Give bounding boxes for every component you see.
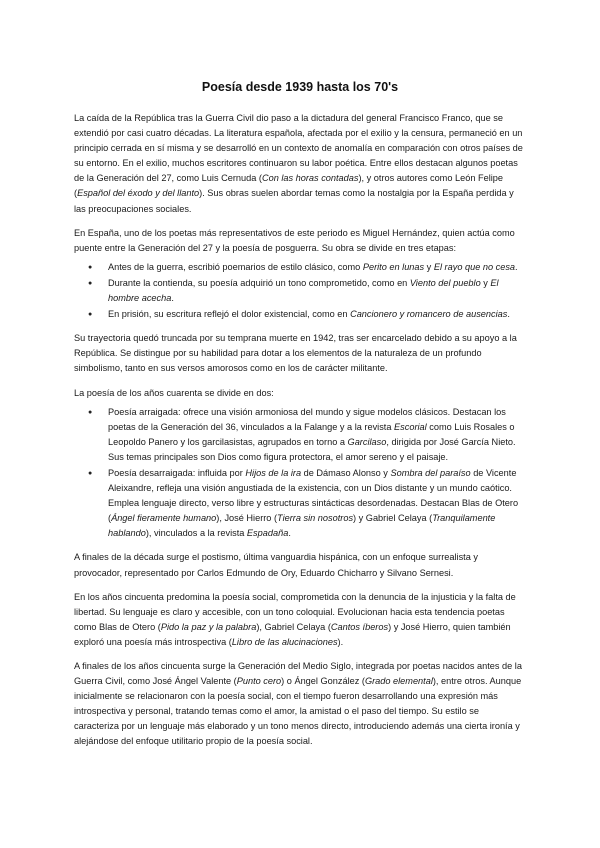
text-run: , dirigida por José García Nieto. Sus temas principales son Dios como figura protectora, el amor sereno y el paisaje. (108, 436, 516, 462)
text-run: . (507, 309, 510, 320)
text-run: Antes de la guerra, escribió poemarios de estilo clásico, como (108, 261, 363, 272)
text-run: La caída de la República tras la Guerra Civil dio paso a la dictadura del general Francisco Franco, que se extendió por casi cuatro décadas. La literatura española, afectada por el exilio y la censura, permaneció en un principio cerrada en sí misma y se desarrolló en un contexto de anomalía en comparación con otros países de su entorno. En el exilio, muchos escritores continuaron su labor poética. Entre ellos destacan algunos poetas de la Generación del 27, como Luis Cernuda ( (74, 113, 523, 184)
text-run: ) y Gabriel Celaya ( (353, 513, 433, 524)
text-run: ) y José Hierro, quien también exploró una poesía más introspectiva ( (74, 621, 511, 647)
text-run: de Vicente Aleixandre, refleja una visión angustiada de la existencia, con un Dios distante y un mundo caótico. Emplea lenguaje directo, verso libre y estructuras sintácticas desordenadas. Destacan Blas de Otero ( (108, 467, 519, 524)
forties-list (74, 405, 526, 542)
text-run: En los años cincuenta predomina la poesía social, comprometida con la denuncia de la injusticia y la falta de libertad. Su lenguaje es claro y accesible, con un tono coloquial. Evolucionan hacia esta tendencia poetas como Blas de Otero ( (74, 591, 516, 632)
magazine-title: Escorial (394, 421, 427, 432)
book-title: Perito en lunas (362, 261, 425, 272)
text-run: ), Gabriel Celaya ( (256, 621, 331, 632)
book-title: El rayo que no cesa (433, 261, 516, 272)
book-title: Punto cero (236, 676, 282, 687)
text-run: Durante la contienda, su poesía adquirió un tono comprometido, como en (108, 277, 410, 288)
list-item (100, 276, 526, 306)
paragraph-hernandez: En España, uno de los poetas más representativos de este periodo es Miguel Hernández, quien actúa como puente entre la Generación del 27 y la poesía de posguerra. Su obra se divide en tres etapas: (74, 227, 515, 253)
paragraph-exile (74, 111, 526, 217)
list-item (100, 307, 526, 322)
text-run: Poesía arraigada: ofrece una visión armoniosa del mundo y sigue modelos clásicos. Destacan los poetas de la Generación del 36, vinculados a la Falange y a la revista (108, 406, 506, 432)
paragraph-forties-intro: La poesía de los años cuarenta se divide en dos: (74, 387, 274, 398)
text-run: . (515, 261, 518, 272)
text-run: ). (337, 636, 344, 647)
text-run: . (171, 293, 174, 304)
list-item (100, 466, 526, 541)
text-run: En prisión, su escritura reflejó el dolor existencial, como en (108, 309, 351, 320)
text-run: como Luis Rosales o Leopoldo Panero y los garcilasistas, agrupados en torno a (108, 421, 515, 447)
text-run: de Dámaso Alonso y (301, 467, 391, 478)
paragraph-postismo: A finales de la década surge el postismo, última vanguardia hispánica, con un enfoque surrealista y provocador, representado por Carlos Edmundo de Ory, Eduardo Chicharro y Silvano Sernesi. (74, 552, 478, 578)
list-item (100, 405, 526, 465)
book-title: Con las horas contadas (261, 173, 359, 184)
book-title: Ángel fieramente humano (111, 513, 217, 524)
book-title: Viento del pueblo (409, 277, 481, 288)
magazine-title: Garcilaso (347, 436, 387, 447)
book-title: Hijos de la ira (245, 467, 302, 478)
text-run: ), vinculados a la revista (145, 528, 247, 539)
book-title: Cantos íberos (330, 621, 389, 632)
book-title: Pido la paz y la palabra (160, 621, 257, 632)
text-run: y (424, 261, 434, 272)
text-run: y (480, 277, 491, 288)
text-run: ), José Hierro ( (216, 513, 278, 524)
book-title: Cancionero y romancero de ausencias (350, 309, 508, 320)
book-title: Sombra del paraíso (390, 467, 471, 478)
book-title: Tierra sin nosotros (277, 513, 354, 524)
magazine-title: Espadaña (246, 528, 289, 539)
text-run: Poesía desarraigada: influida por (108, 467, 246, 478)
book-title: Español del éxodo y del llanto (77, 188, 200, 199)
book-title: Libro de las alucinaciones (231, 636, 338, 647)
text-run: . (288, 528, 291, 539)
document-title: Poesía desde 1939 hasta los 70's (201, 80, 399, 94)
text-run: A finales de los años cincuenta surge la Generación del Medio Siglo, integrada por poetas nacidos antes de la Guerra Civil, como José Ángel Valente ( (74, 661, 522, 687)
book-title: Grado elemental (364, 676, 433, 687)
text-run: ). Sus obras suelen abordar temas como la nostalgia por la España perdida y las preocupaciones sociales. (74, 188, 514, 214)
paragraph-trajectory: Su trayectoria quedó truncada por su temprana muerte en 1942, tras ser encarcelado debido a su apoyo a la República. Se distingue por su habilidad para dotar a los elementos de la naturaleza de un profundo simbolismo, tanto en sus versos amorosos como en los de carácter militante. (74, 333, 517, 374)
text-run: ) o Ángel González ( (281, 676, 365, 687)
book-title: El hombre acecha (108, 277, 499, 304)
text-run: ), entre otros. Aunque inicialmente se relacionaron con la poesía social, con el tiempo fueron desarrollando una expresión más introspectiva y personal, tratando temas como el amor, la amistad o el paso del tiempo. Su estilo se caracteriza por un lenguaje más elaborado y un tono menos directo, introduciendo además una cierta ironía y alejándose del enfoque utilitario propio de la poesía social. (74, 676, 522, 747)
book-title: Tranquilamente hablando (108, 513, 496, 539)
list-item (100, 260, 526, 275)
stages-list (74, 260, 526, 322)
paragraph-social-poetry (74, 590, 526, 650)
paragraph-medio-siglo (74, 659, 526, 750)
text-run: ), y otros autores como León Felipe ( (74, 173, 504, 199)
